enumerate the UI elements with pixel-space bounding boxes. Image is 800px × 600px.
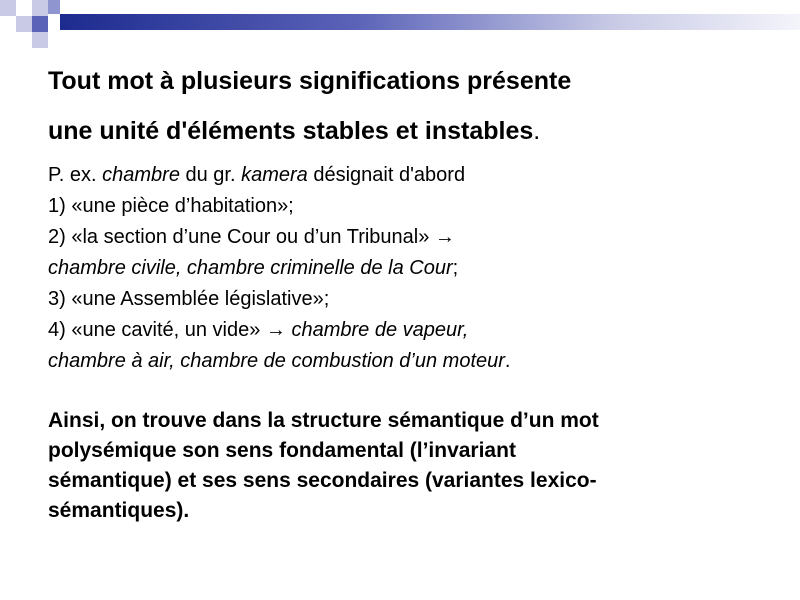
example-line-3: 2) «la section d’une Cour ou d’un Tribunal» →: [48, 226, 455, 248]
decor-square: [16, 32, 32, 48]
example-italic: chambre civile, chambre criminelle de la Cour: [48, 257, 453, 279]
decor-square: [48, 0, 60, 14]
decor-square: [0, 16, 16, 32]
example-punct: ;: [452, 257, 459, 279]
example-line-1: [48, 160, 768, 191]
example-line-6: [48, 315, 768, 346]
example-line-4: [48, 253, 768, 284]
conclusion-line-4: sémantiques).: [48, 499, 190, 522]
example-line-7: [48, 346, 768, 377]
example-punct: .: [504, 350, 511, 372]
example-text: 4) «une cavité, un vide» →: [48, 319, 292, 341]
slide-title: [48, 56, 768, 156]
conclusion-line-2: polysémique son sens fondamental (l’invariant: [48, 439, 516, 462]
decor-square: [16, 16, 32, 32]
example-italic: chambre à air, chambre de combustion d’un moteur: [48, 350, 505, 372]
header-gradient-band: [60, 14, 800, 30]
example-prefix: P. ex.: [48, 164, 103, 186]
title-line-1: Tout mot à plusieurs significations présente: [48, 67, 572, 95]
conclusion-line-3: sémantique) et ses sens secondaires (variantes lexico-: [48, 469, 597, 492]
conclusion-line-1: Ainsi, on trouve dans la structure sémantique d’un mot: [48, 409, 599, 432]
decor-square: [32, 0, 48, 16]
title-line-2-dot: .: [533, 117, 541, 145]
title-line-2-text: une unité d'éléments stables et instables: [48, 117, 534, 145]
example-text: du gr.: [179, 164, 242, 186]
decor-square: [32, 32, 48, 48]
title-line-2: [48, 106, 768, 156]
conclusion-block: [48, 406, 768, 526]
example-italic: chambre de vapeur,: [291, 319, 469, 341]
example-text: désignait d'abord: [307, 164, 466, 186]
example-word-kamera: kamera: [241, 164, 308, 186]
example-line-5: 3) «une Assemblée législative»;: [48, 288, 330, 310]
example-line-2: 1) «une pièce d’habitation»;: [48, 195, 294, 217]
decor-square: [32, 16, 48, 32]
header-decoration: [0, 0, 800, 60]
decor-square: [16, 0, 32, 16]
example-word-chambre: chambre: [102, 164, 180, 186]
example-block: [48, 160, 768, 377]
decor-square: [0, 0, 16, 16]
